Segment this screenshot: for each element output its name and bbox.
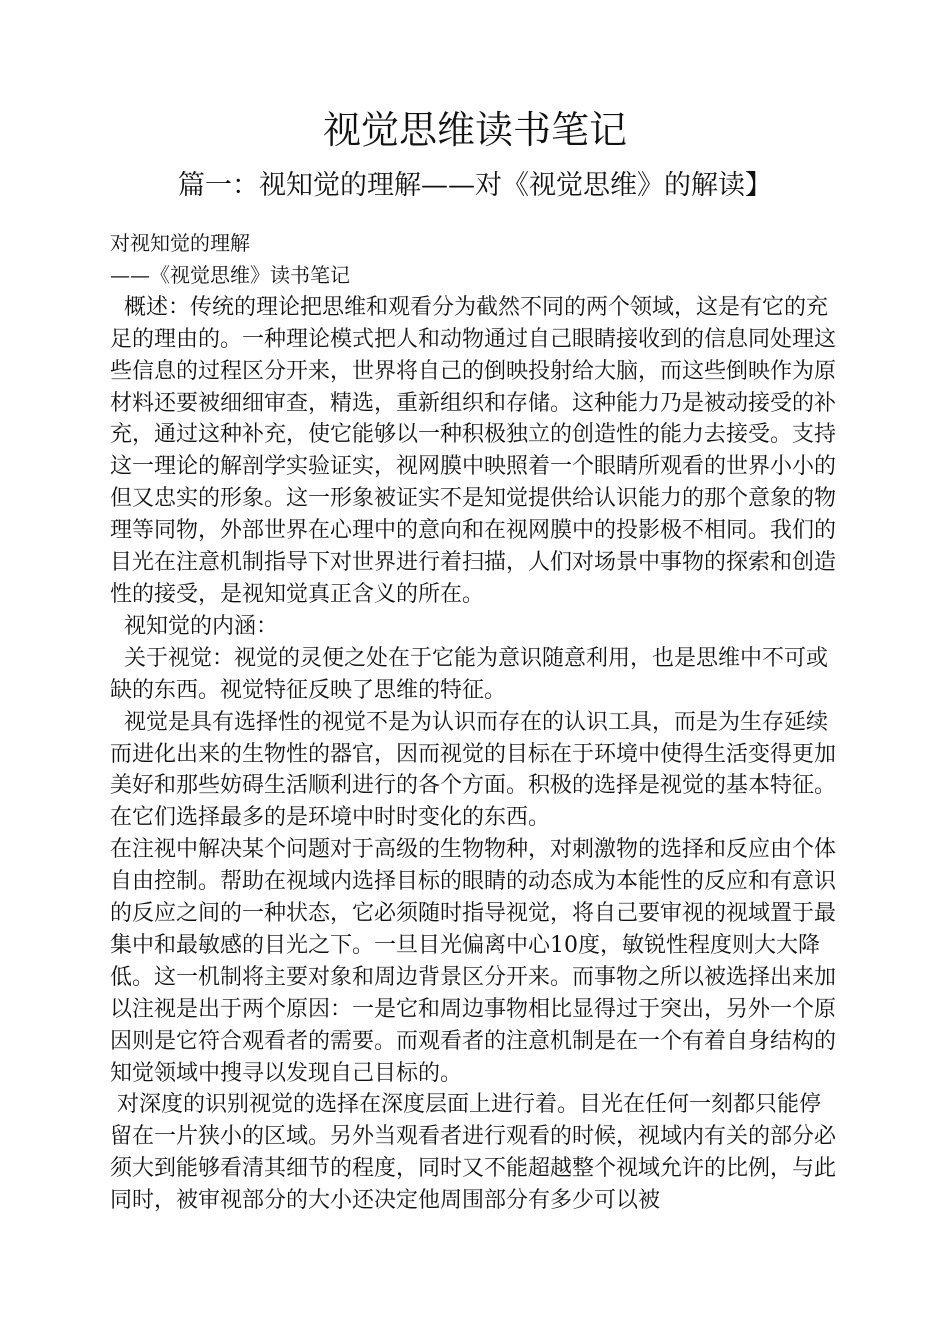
paragraph-connotation-heading: 视知觉的内涵：	[110, 613, 279, 639]
document-subtitle: 篇一：视知觉的理解——对《视觉思维》的解读】	[178, 170, 772, 201]
section-subheading: ——《视觉思维》读书笔记	[110, 262, 350, 287]
document-body	[110, 228, 842, 1217]
document-title: 视觉思维读书笔记	[322, 108, 627, 152]
paragraph-gaze: 在注视中解决某个问题对于高级的生物物种，对刺激物的选择和反应由个体自由控制。帮助在视域内选择目标的眼睛的动态成为本能性的反应和有意识的反应之间的一种状态，它必须随时指导视觉，将自己要审视的视域置于最集中和最敏感的目光之下。一旦目光偏离中心10度，敏锐性程度则大大降低。这一机制将主要对象和周边背景区分开来。而事物之所以被选择出来加以注视是出于两个原因：一是它和周边事物相比显得过于突出，另外一个原因则是它符合观看者的需要。而观看者的注意机制是在一个有着自身结构的知觉领域中搜寻以发现自己目标的。	[110, 837, 837, 1086]
paragraph-overview: 概述：传统的理论把思维和观看分为截然不同的两个领域，这是有它的充足的理由的。一种理论模式把人和动物通过自己眼睛接收到的信息同处理这些信息的过程区分开来，世界将自己的倒映投射给大脑，而这些倒映作为原材料还要被细细审查，精选，重新组织和存储。这种能力乃是被动接受的补充，通过这种补充，使它能够以一种积极独立的创造性的能力去接受。支持这一理论的解剖学实验证实，视网膜中映照着一个眼睛所观看的世界小小的但又忠实的形象。这一形象被证实不是知觉提供给认识能力的那个意象的物理等同物，外部世界在心理中的意向和在视网膜中的投影极不相同。我们的目光在注意机制指导下对世界进行着扫描，人们对场景中事物的探索和创造性的接受，是视知觉真正含义的所在。	[110, 294, 837, 607]
paragraph-depth: 对深度的识别视觉的选择在深度层面上进行着。目光在任何一刻都只能停留在一片狭小的区域。另外当观看者进行观看的时候，视域内有关的部分必须大到能够看清其细节的程度，同时又不能超越整个视域允许的比例，与此同时，被审视部分的大小还决定他周围部分有多少可以被	[110, 1092, 837, 1214]
paragraph-about-vision: 关于视觉：视觉的灵便之处在于它能为意识随意利用，也是思维中不可或缺的东西。视觉特征反映了思维的特征。	[110, 645, 829, 703]
paragraph-selectivity: 视觉是具有选择性的视觉不是为认识而存在的认识工具，而是为生存延续而进化出来的生物性的器官，因而视觉的目标在于环境中使得生活变得更加美好和那些妨碍生活顺利进行的各个方面。积极的选择是视觉的基本特征。在它们选择最多的是环境中时时变化的东西。	[110, 709, 837, 831]
section-heading: 对视知觉的理解	[110, 231, 250, 255]
